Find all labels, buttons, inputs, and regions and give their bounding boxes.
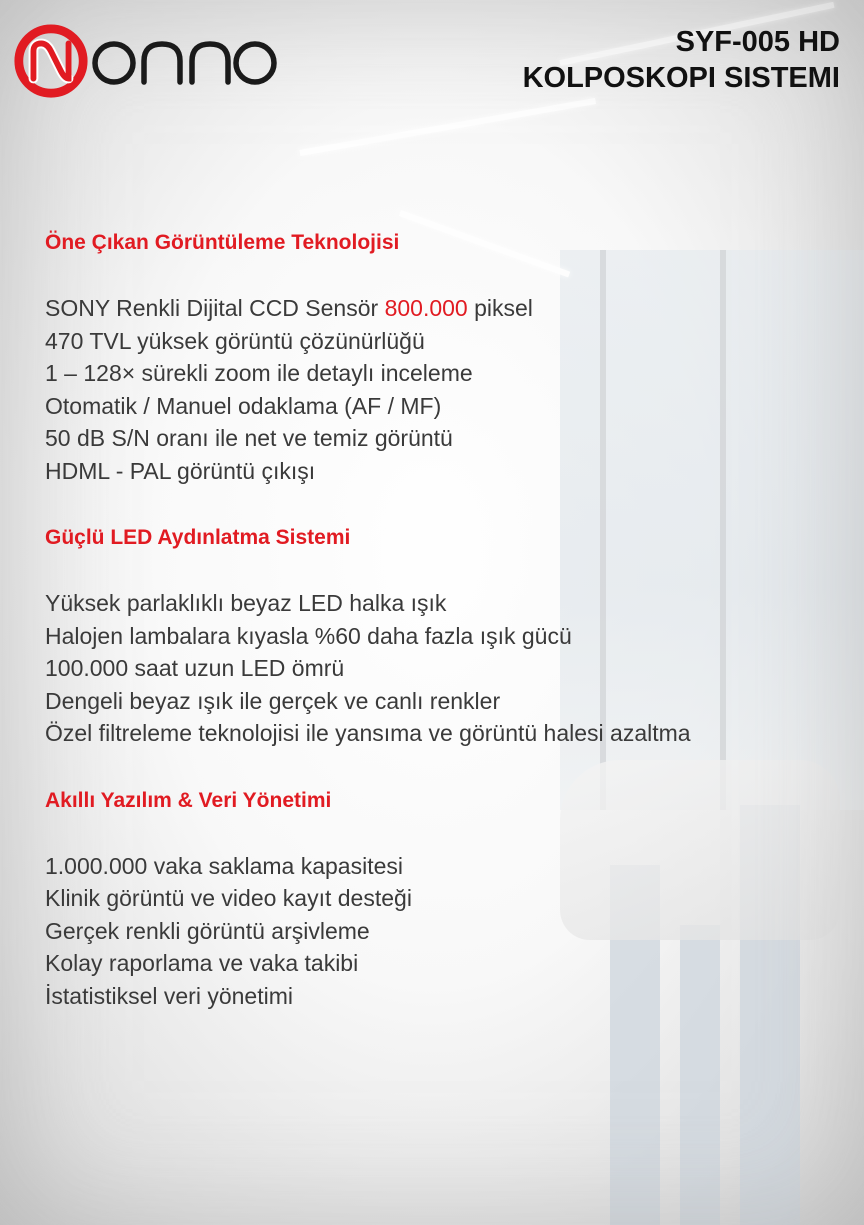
feature-line: Gerçek renkli görüntü arşivleme (45, 917, 370, 944)
feature-line: 100.000 saat uzun LED ömrü (45, 655, 345, 681)
product-title (523, 24, 840, 96)
feature-line: Klinik görüntü ve video kayıt desteği (45, 885, 412, 911)
feature-line: Kolay raporlama ve vaka takibi (45, 950, 359, 976)
feature-line: 1 – 128× sürekli zoom ile detaylı inceleme (45, 360, 473, 386)
brand-logo (12, 22, 278, 100)
onno-logo-mark-icon (12, 22, 90, 100)
feature-line: HDML - PAL görüntü çıkışı (45, 457, 316, 484)
onno-wordmark (92, 31, 278, 91)
feature-line: 50 dB S/N oranı ile net ve temiz görüntü (45, 425, 453, 451)
feature-line: İstatistiksel veri yönetimi (45, 982, 293, 1009)
product-model: SYF-005 HD (675, 26, 840, 58)
feature-line: Yüksek parlaklıklı beyaz LED halka ışık (45, 590, 447, 616)
feature-line: Otomatik / Manuel odaklama (AF / MF) (45, 392, 442, 419)
feature-line: Dengeli beyaz ışık ile gerçek ve canlı renkler (45, 687, 501, 714)
section-title-software: Akıllı Yazılım & Veri Yönetimi (45, 788, 332, 812)
feature-line: 470 TVL yüksek görüntü çözünürlüğü (45, 327, 425, 354)
product-name: KOLPOSKOPI SISTEMI (522, 62, 840, 94)
highlight-pixel-count: 800.000 (384, 295, 468, 321)
feature-list (45, 226, 845, 1012)
section-title-imaging: Öne Çıkan Görüntüleme Teknolojisi (45, 231, 400, 254)
feature-line: Özel filtreleme teknolojisi ile yansıma ve görüntü halesi azaltma (45, 720, 691, 746)
feature-line: SONY Renkli Dijital CCD Sensör 800.000 piksel (45, 295, 533, 321)
feature-line: 1.000.000 vaka saklama kapasitesi (45, 852, 403, 879)
section-title-led: Güçlü LED Aydınlatma Sistemi (45, 526, 351, 549)
feature-line: Halojen lambalara kıyasla %60 daha fazla ışık gücü (45, 622, 572, 649)
